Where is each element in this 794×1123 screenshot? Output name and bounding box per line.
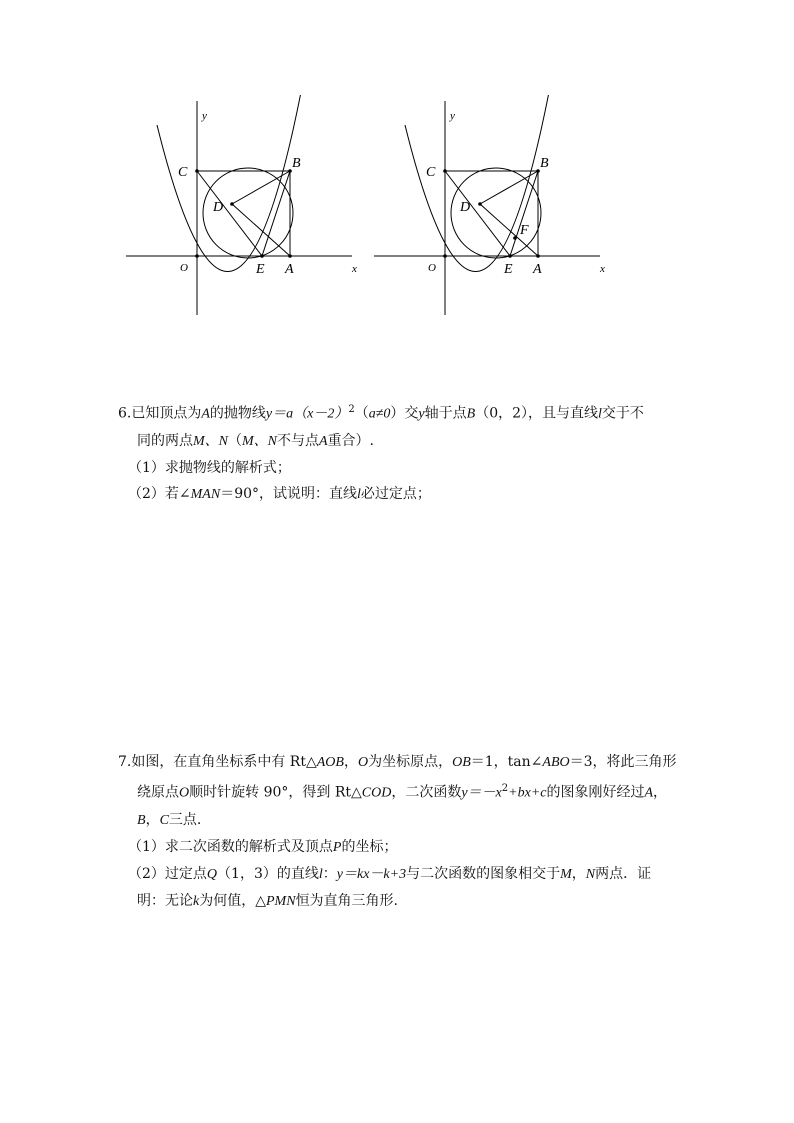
figure-1-svg — [120, 95, 360, 320]
text: （1）求二次函数的解析式及顶点 — [128, 838, 333, 855]
segment-DA — [232, 204, 290, 256]
label-E: E — [504, 262, 513, 277]
equation: +bx+c — [508, 785, 547, 801]
point-O — [443, 254, 447, 258]
exponent: 2 — [501, 783, 509, 794]
point-O — [195, 254, 199, 258]
var: y — [418, 406, 425, 422]
var: COD — [361, 785, 392, 801]
label-E: E — [256, 262, 265, 277]
label-D: D — [460, 200, 471, 215]
q7-line-3 — [118, 807, 688, 834]
text: 的坐标； — [341, 838, 398, 855]
q7-part-1 — [118, 834, 688, 861]
var: OB — [452, 755, 471, 770]
geometry-figure-2 — [368, 95, 608, 320]
question-6 — [118, 397, 688, 508]
text: 轴于点 — [424, 405, 467, 422]
label-A: A — [533, 262, 542, 277]
text: 恒为直角三角形. — [295, 892, 399, 909]
var: C — [159, 812, 169, 828]
q6-line-2 — [118, 428, 688, 455]
var: B — [466, 406, 476, 422]
label-B: B — [540, 156, 549, 171]
var: AOB — [316, 755, 344, 770]
label-C: C — [426, 165, 436, 180]
q6-line-1 — [118, 397, 688, 428]
point-A — [536, 254, 540, 258]
text: 明：无论 — [137, 892, 193, 909]
var: N — [585, 866, 596, 882]
var: ABO — [542, 755, 570, 770]
label-y: y — [450, 110, 455, 122]
q7-line-6 — [118, 888, 688, 915]
label-x: x — [352, 263, 357, 275]
geometry-figure-1 — [120, 95, 360, 320]
text: 必过定点； — [360, 485, 431, 502]
var: A — [644, 785, 654, 801]
exponent: 2 — [348, 404, 355, 415]
text: 同的两点 — [137, 432, 193, 449]
label-O: O — [180, 262, 188, 274]
text: ， — [571, 865, 586, 882]
text: ＝3，将此三角形 — [569, 754, 677, 770]
var: l — [357, 486, 361, 502]
text: 6.已知顶点为 — [118, 405, 202, 422]
text: ＝1，tan∠ — [470, 754, 543, 770]
text: ）交 — [390, 405, 419, 422]
var: M、N — [193, 433, 228, 449]
label-D: D — [213, 200, 224, 215]
segment-CE — [197, 171, 262, 256]
var: M、N — [242, 433, 277, 449]
text: 两点．证 — [595, 865, 652, 882]
text: （ — [354, 405, 369, 422]
text: （1）求抛物线的解析式； — [128, 459, 291, 476]
text: ： — [322, 865, 337, 882]
point-F — [513, 236, 517, 240]
figure-2-svg — [368, 95, 608, 320]
text: 重合）. — [327, 432, 375, 449]
var: O — [179, 785, 190, 801]
text: 三点. — [168, 811, 202, 828]
var: MAN — [190, 486, 221, 502]
point-E — [508, 254, 512, 258]
var: B — [137, 812, 146, 828]
var: PMN — [266, 893, 296, 909]
text: （2）过定点 — [128, 865, 207, 882]
var: l — [598, 406, 602, 422]
var: M — [560, 866, 572, 882]
segment-DB — [480, 171, 538, 204]
q7-part-2 — [118, 861, 688, 888]
text: 为坐标原点， — [368, 754, 453, 770]
text: （0，2），且与直线 — [475, 405, 599, 422]
label-x: x — [600, 263, 605, 275]
var: O — [357, 755, 369, 770]
q6-part-1 — [118, 455, 688, 481]
equation: y＝－x — [461, 785, 502, 801]
equation: y＝kx－k+3 — [336, 866, 407, 882]
label-y: y — [202, 110, 207, 122]
point-C — [443, 169, 447, 173]
label-O: O — [428, 262, 436, 274]
text: ，二次函数 — [391, 784, 462, 801]
text: 的图象刚好经过 — [546, 784, 645, 801]
point-C — [195, 169, 199, 173]
var: A — [201, 406, 210, 422]
text: ， — [653, 784, 668, 801]
segment-DB — [232, 171, 290, 204]
var: k — [193, 893, 200, 909]
text: ， — [343, 754, 358, 770]
var: P — [332, 839, 342, 855]
text: （2）若∠ — [128, 485, 191, 502]
text: 不与点 — [277, 432, 319, 449]
point-D — [478, 202, 482, 206]
text: 为何值，△ — [199, 892, 266, 909]
segment-DA — [480, 204, 538, 256]
label-C: C — [178, 165, 188, 180]
text: 绕原点 — [137, 784, 179, 801]
var: l — [318, 866, 323, 882]
text: 顺时针旋转 90°，得到 Rt△ — [189, 784, 362, 801]
q6-part-2 — [118, 481, 688, 508]
segment-CE — [445, 171, 510, 256]
text: （1，3）的直线 — [217, 865, 319, 882]
text: ＝90°，试说明：直线 — [220, 485, 358, 502]
var: Q — [206, 866, 218, 882]
text: 与二次函数的图象相交于 — [406, 865, 561, 882]
label-B: B — [292, 156, 301, 171]
point-A — [288, 254, 292, 258]
text: ， — [145, 811, 160, 828]
label-F: F — [520, 223, 529, 238]
equation: y＝a（x－2） — [265, 406, 349, 422]
point-D — [230, 202, 234, 206]
text: 的抛物线 — [209, 405, 266, 422]
q7-line-1 — [118, 749, 688, 776]
question-7 — [118, 749, 688, 915]
text: 7.如图，在直角坐标系中有 Rt△ — [118, 754, 317, 770]
condition: a≠0 — [368, 406, 391, 422]
text: （ — [228, 432, 242, 449]
text: 交于不 — [601, 405, 644, 422]
point-E — [260, 254, 264, 258]
q7-line-2 — [118, 776, 688, 807]
var: A — [319, 433, 328, 449]
label-A: A — [285, 262, 294, 277]
